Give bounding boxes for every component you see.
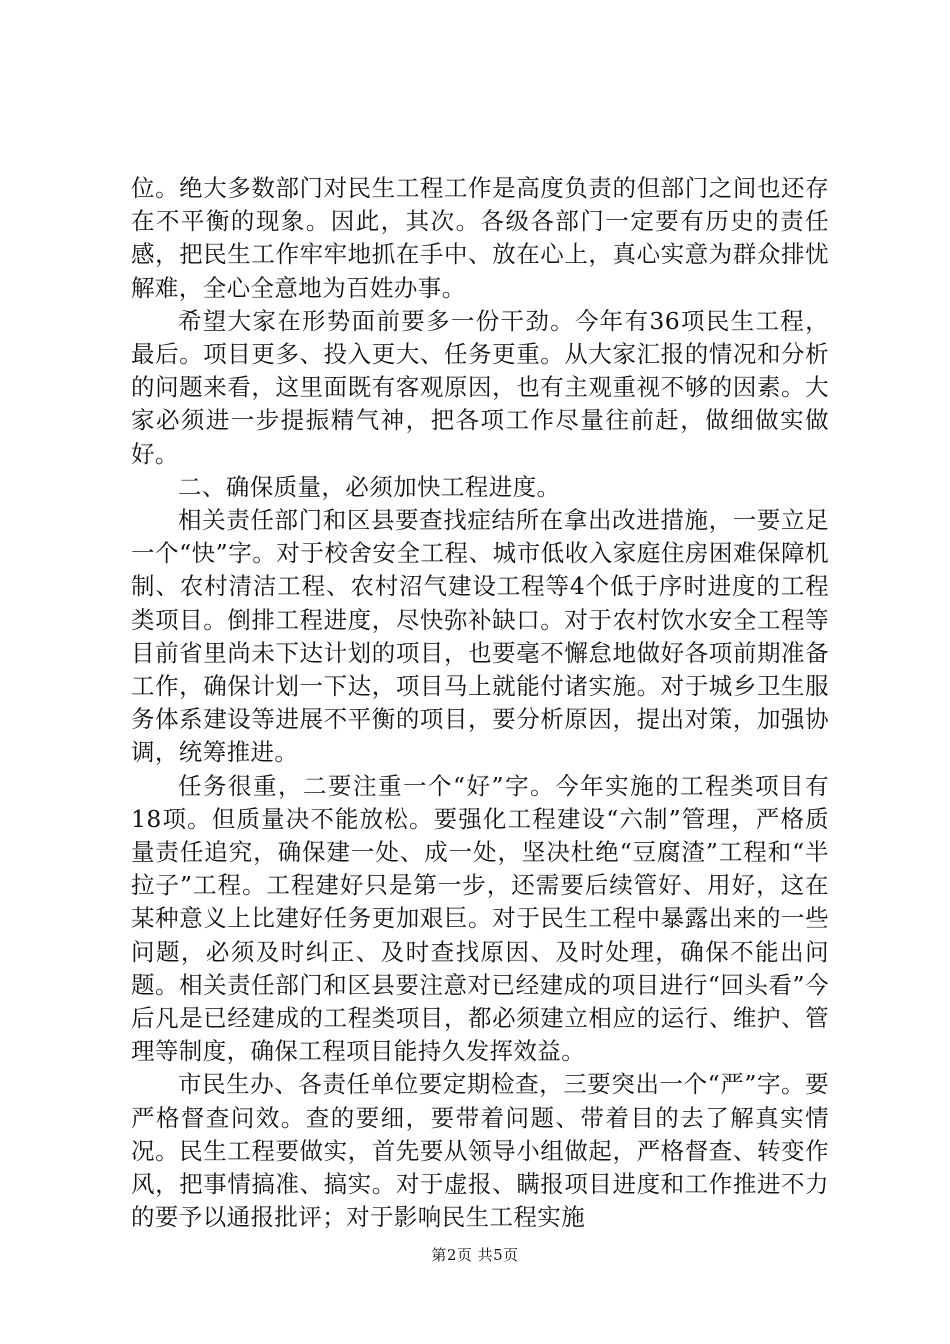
section-heading-quality: 二、确保质量，必须加快工程进度。 <box>178 472 561 501</box>
paragraph-speed: 相关责任部门和区县要查找症结所在拿出改进措施，一要立足一个“快”字。对于校舍安全工程、城市低收入家庭住房困难保障机制、农村清洁工程、农村沼气建设工程等4个低于序时进度的工程类项目。倒排工程进度，尽快弥补缺口。对于农村饮水安全工程等目前省里尚未下达计划的项目，也要毫不懈怠地做好各项前期准备工作，确保计划一下达，项目马上就能付诸实施。对于城乡卫生服务体系建设等进展不平衡的项目，要分析原因，提出对策，加强协调，统筹推进。 <box>131 506 829 767</box>
document-body <box>131 172 829 1235</box>
page-footer: 第2页 共5页 <box>431 1246 519 1264</box>
paragraph-quality: 任务很重，二要注重一个“好”字。今年实施的工程类项目有18项。但质量决不能放松。要强化工程建设“六制”管理，严格质量责任追究，确保建一处、成一处，坚决杜绝“豆腐渣”工程和“半拉子”工程。工程建好只是第一步，还需要后续管好、用好，这在某种意义上比建好任务更加艰巨。对于民生工程中暴露出来的一些问题，必须及时纠正、及时查找原因、及时处理，确保不能出问题。相关责任部门和区县要注意对已经建成的项目进行“回头看”今后凡是已经建成的工程类项目，都必须建立相应的运行、维护、管理等制度，确保工程项目能持久发挥效益。 <box>131 771 829 1066</box>
paragraph-continuation: 位。绝大多数部门对民生工程工作是高度负责的但部门之间也还存在不平衡的现象。因此，其次。各级各部门一定要有历史的责任感，把民生工作牢牢地抓在手中、放在心上，真心实意为群众排忧解难，全心全意地为百姓办事。 <box>131 174 829 302</box>
paragraph-strict: 市民生办、各责任单位要定期检查，三要突出一个“严”字。要严格督查问效。查的要细，要带着问题、带着目的去了解真实情况。民生工程要做实，首先要从领导小组做起，严格督查、转变作风，把事情搞准、搞实。对于虚报、瞒报项目进度和工作推进不力的要予以通报批评；对于影响民生工程实施 <box>131 1070 829 1232</box>
paragraph-morale: 希望大家在形势面前要多一份干劲。今年有36项民生工程，最后。项目更多、投入更大、任务更重。从大家汇报的情况和分析的问题来看，这里面既有客观原因，也有主观重视不够的因素。大家必须进一步提振精气神，把各项工作尽量往前赶，做细做实做好。 <box>131 306 829 468</box>
